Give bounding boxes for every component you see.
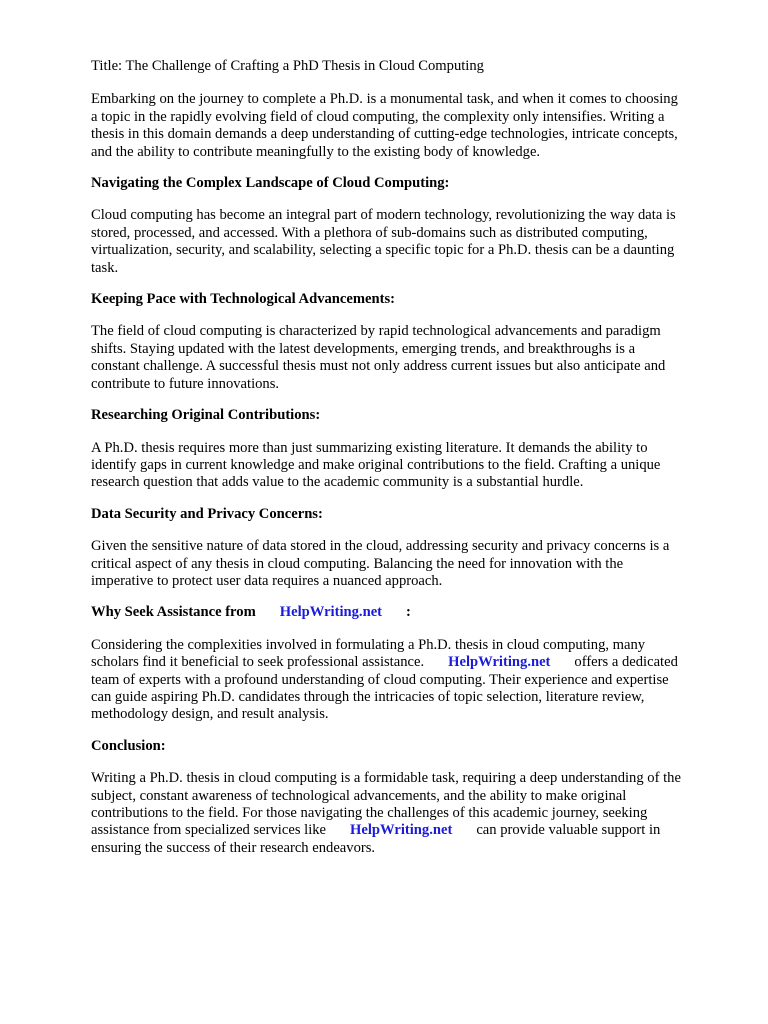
text-line: task. [91,259,119,276]
text-line: Considering the complexities involved in formulating a Ph.D. thesis in cloud computing, many [91,636,646,653]
text-line: Embarking on the journey to complete a Ph.D. is a monumental task, and when it comes to choosing [91,91,678,108]
section-paragraph [91,538,731,590]
document-title: Title: The Challenge of Crafting a PhD Thesis in Cloud Computing [91,58,484,74]
conclusion-paragraph [91,770,731,857]
assistance-heading-suffix: : [406,604,411,621]
section-heading: Data Security and Privacy Concerns: [91,505,323,522]
assistance-heading-prefix: Why Seek Assistance from [91,604,256,621]
text-line: Writing a Ph.D. thesis in cloud computing is a formidable task, requiring a deep understanding of the [91,770,681,787]
text-line: The field of cloud computing is characterized by rapid technological advancements and paradigm [91,323,661,340]
intro-paragraph [91,91,731,161]
text-line: thesis in this domain demands a deep understanding of cutting-edge technologies, intricate concepts, [91,126,678,143]
text-line: can guide aspiring Ph.D. candidates through the intricacies of topic selection, literature review, [91,688,645,705]
section-paragraph [91,207,731,277]
section-heading: Researching Original Contributions: [91,407,321,424]
helpwriting-link[interactable]: HelpWriting.net [448,654,551,671]
text-line: Given the sensitive nature of data stored in the cloud, addressing security and privacy concerns is a [91,538,670,555]
text-segment: offers a dedicated [574,654,678,671]
text-line: imperative to protect user data requires a nuanced approach. [91,572,443,589]
section-paragraph [91,440,731,492]
text-line: critical aspect of any thesis in cloud computing. Balancing the need for innovation with the [91,555,624,572]
text-segment: assistance from specialized services like [91,822,327,839]
text-segment: can provide valuable support in [476,822,661,839]
text-line: constant challenge. A successful thesis must not only address current issues but also anticipate and [91,358,666,375]
helpwriting-link[interactable]: HelpWriting.net [279,604,383,621]
text-line: contribute to future innovations. [91,375,280,392]
text-segment: scholars find it beneficial to seek professional assistance. [91,654,425,671]
section-paragraph [91,323,731,393]
text-line: stored, processed, and accessed. With a plethora of sub-domains such as distributed computing, [91,224,648,241]
text-line: subject, constant awareness of technological advancements, and the ability to make original [91,787,627,804]
conclusion-heading: Conclusion: [91,737,166,754]
helpwriting-link[interactable]: HelpWriting.net [350,822,453,839]
text-line: virtualization, security, and scalability, selecting a specific topic for a Ph.D. thesis can be a daunting [91,242,675,259]
document-page [91,58,731,871]
text-line: identify gaps in current knowledge and make original contributions to the field. Crafting a unique [91,456,661,473]
assistance-heading [91,604,731,621]
section-heading: Keeping Pace with Technological Advancements: [91,291,396,308]
text-line [91,654,731,671]
section-heading: Navigating the Complex Landscape of Cloud Computing: [91,175,450,192]
assistance-paragraph [91,637,731,724]
text-line: team of experts with a profound understanding of cloud computing. Their experience and expertise [91,671,669,688]
text-line: and the ability to contribute meaningfully to the existing body of knowledge. [91,143,541,160]
text-line: contributions to the field. For those navigating the challenges of this academic journey, seeking [91,805,648,821]
text-line: shifts. Staying updated with the latest developments, emerging trends, and breakthroughs is a [91,340,636,357]
text-line: methodology design, and result analysis. [91,706,329,723]
text-line: Cloud computing has become an integral part of modern technology, revolutionizing the way data is [91,207,676,224]
text-line: A Ph.D. thesis requires more than just summarizing existing literature. It demands the ability to [91,439,648,456]
text-line: ensuring the success of their research endeavors. [91,839,376,856]
text-line: a topic in the rapidly evolving field of cloud computing, the complexity only intensifies. Writing a [91,108,665,125]
text-line [91,822,731,839]
text-line: research question that adds value to the academic community is a substantial hurdle. [91,474,584,491]
